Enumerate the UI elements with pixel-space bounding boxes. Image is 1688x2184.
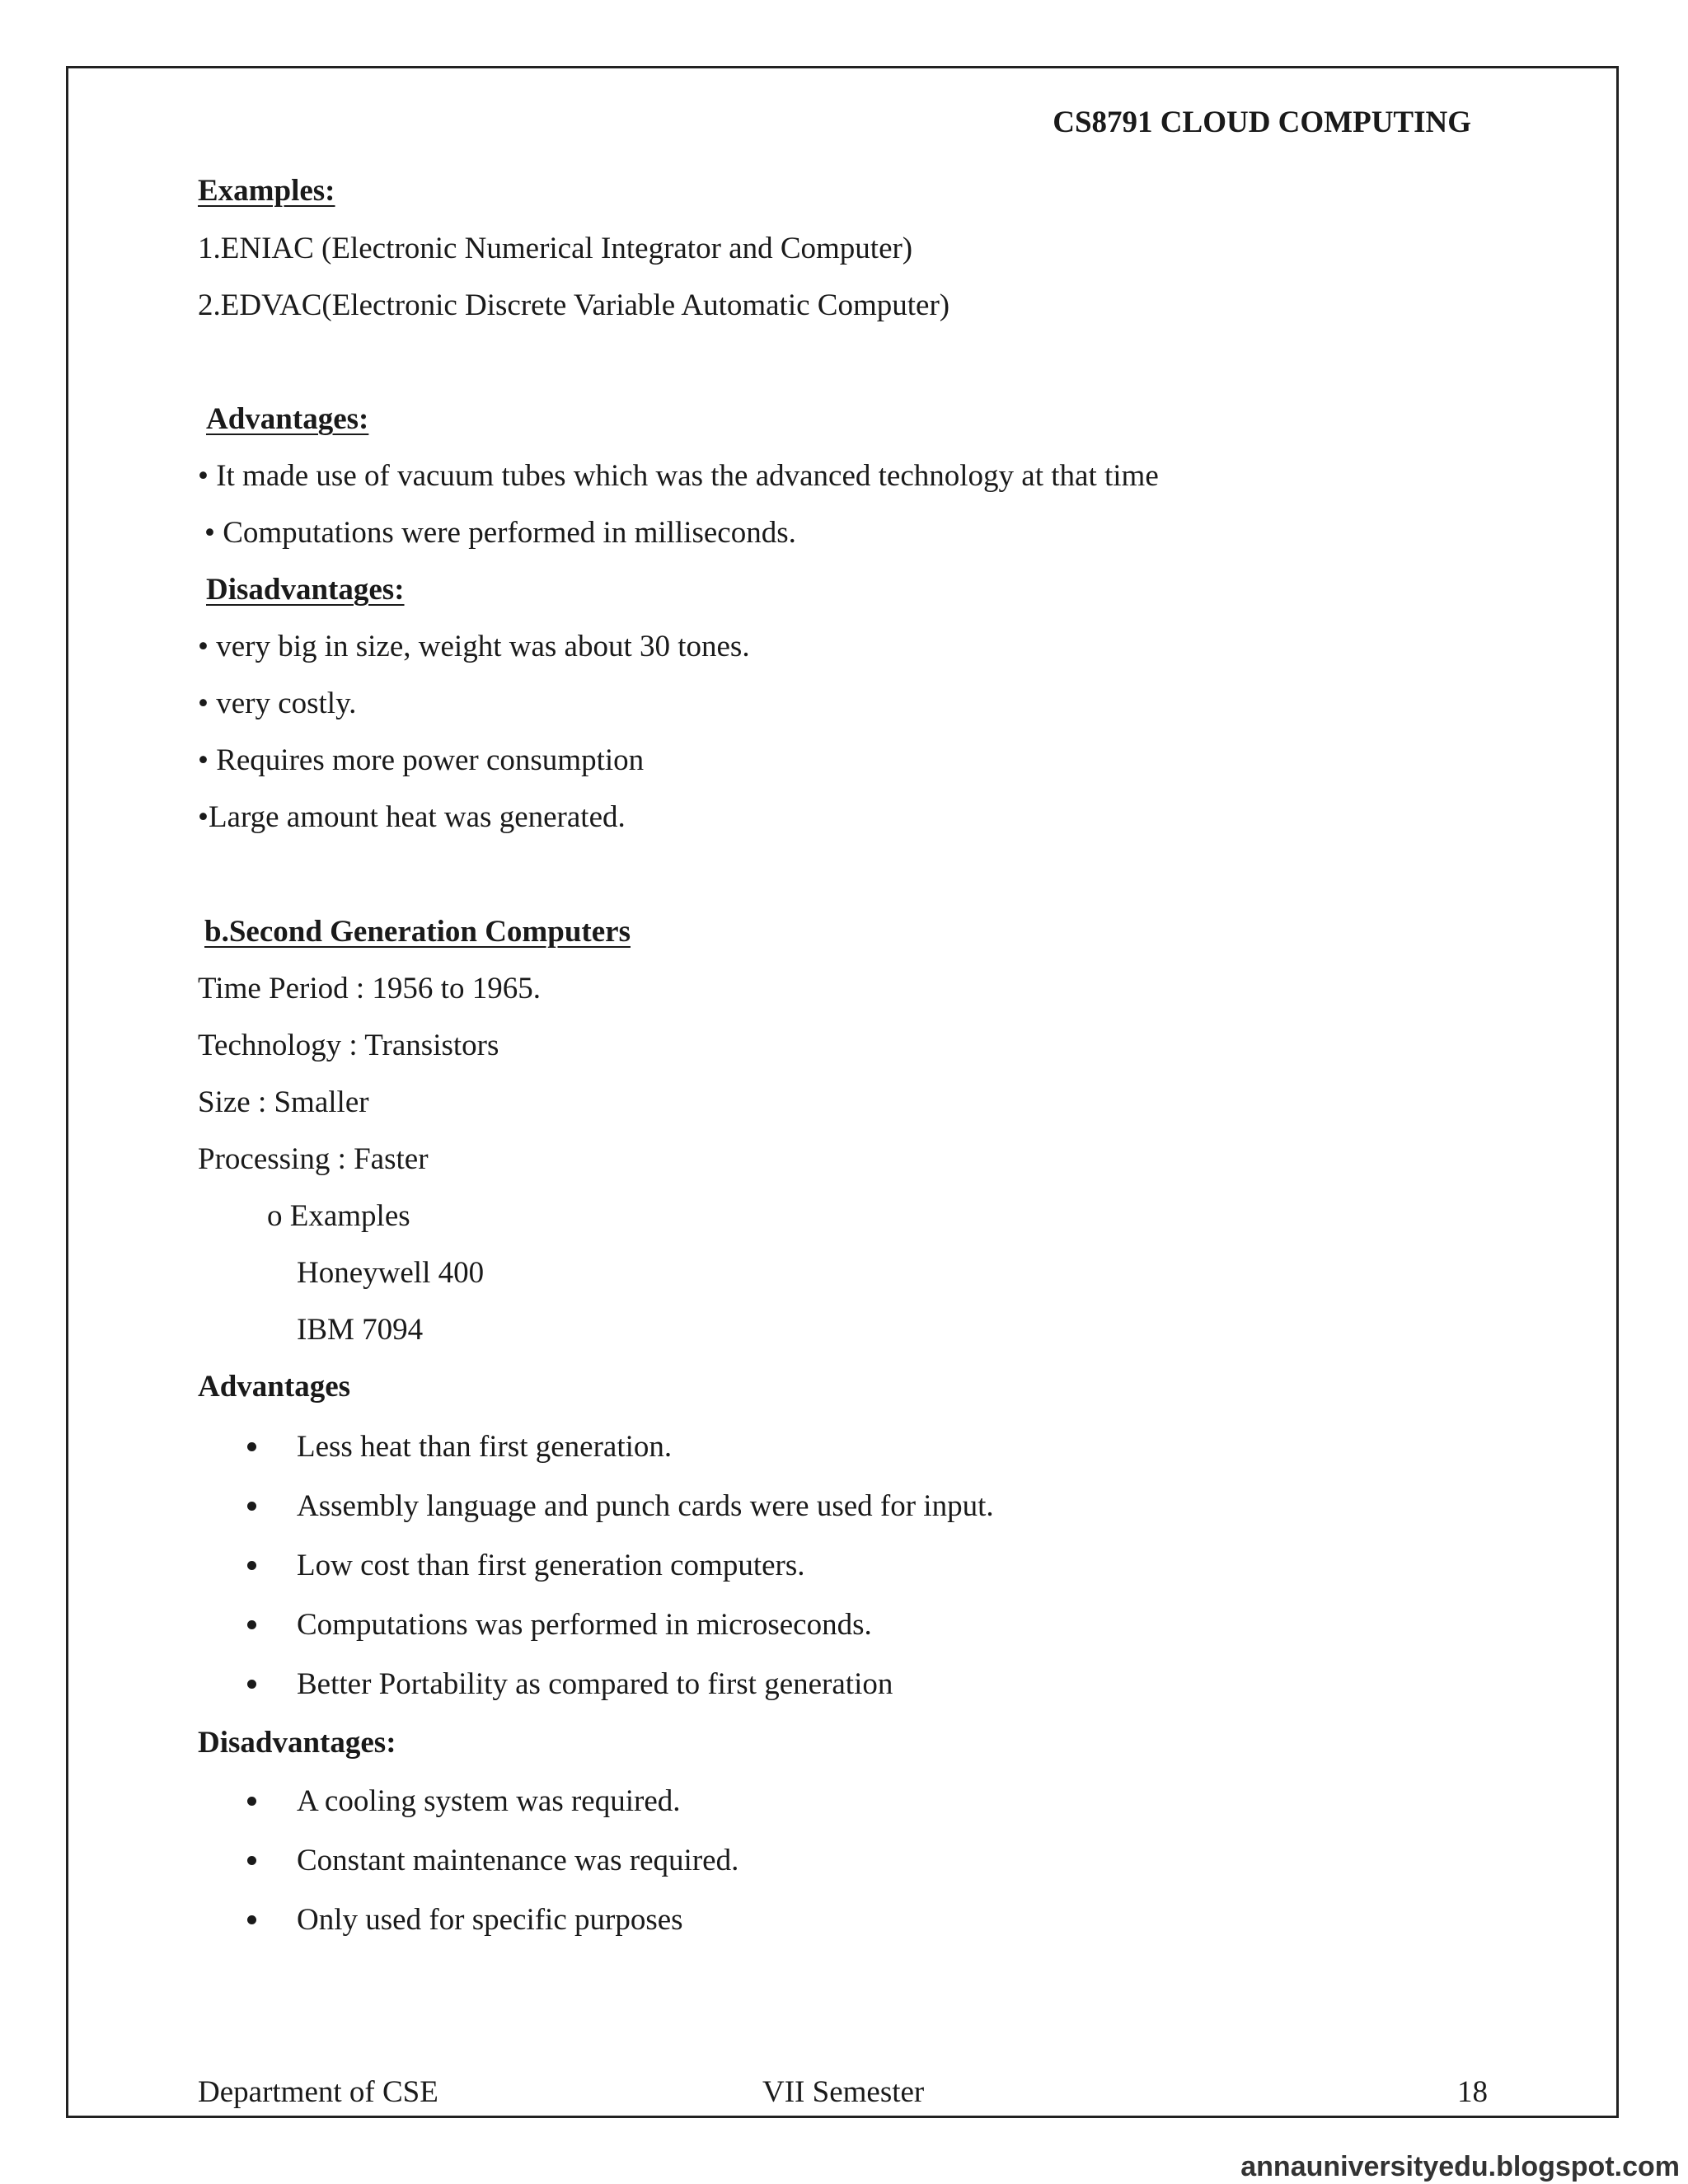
time-period: Time Period : 1956 to 1965.: [198, 972, 541, 1005]
disadvantage-item: •Large amount heat was generated.: [198, 800, 626, 834]
advantages-heading-first-gen: Advantages:: [206, 402, 369, 436]
size: Size : Smaller: [198, 1085, 369, 1119]
disadvantage-item: • very big in size, weight was about 30 tones.: [198, 630, 750, 663]
examples-heading: Examples:: [198, 174, 335, 208]
processing: Processing : Faster: [198, 1142, 429, 1176]
disadvantage-item: • very costly.: [198, 687, 357, 720]
disadvantage-item: A cooling system was required.: [297, 1784, 681, 1818]
example-item: IBM 7094: [297, 1313, 424, 1347]
course-title: CS8791 CLOUD COMPUTING: [1053, 105, 1471, 139]
bullet-icon: [247, 1502, 256, 1511]
bullet-icon: [247, 1856, 256, 1865]
advantage-item: Assembly language and punch cards were used for input.: [297, 1489, 994, 1523]
bullet-icon: [247, 1561, 256, 1570]
advantage-item: Computations was performed in microseconds.: [297, 1608, 872, 1642]
watermark: annauniversityedu.blogspot.com: [1240, 2151, 1680, 2182]
bullet-icon: [247, 1797, 256, 1806]
bullet-icon: [247, 1442, 256, 1451]
disadvantage-item: Constant maintenance was required.: [297, 1844, 739, 1877]
bullet-icon: [247, 1620, 256, 1629]
technology: Technology : Transistors: [198, 1029, 499, 1062]
bullet-icon: [247, 1915, 256, 1924]
disadvantages-heading-second-gen: Disadvantages:: [198, 1726, 396, 1760]
example-edvac: 2.EDVAC(Electronic Discrete Variable Automatic Computer): [198, 288, 950, 322]
example-item: Honeywell 400: [297, 1256, 485, 1290]
disadvantages-heading-first-gen: Disadvantages:: [206, 573, 405, 607]
footer-department: Department of CSE: [198, 2075, 438, 2109]
advantage-item: Low cost than first generation computers.: [297, 1549, 805, 1582]
advantage-item: • It made use of vacuum tubes which was the advanced technology at that time: [198, 459, 1159, 493]
advantages-heading-second-gen: Advantages: [198, 1370, 351, 1404]
advantage-item: Better Portability as compared to first generation: [297, 1667, 893, 1701]
example-eniac: 1.ENIAC (Electronic Numerical Integrator and Computer): [198, 232, 913, 265]
second-gen-heading: b.Second Generation Computers: [204, 915, 631, 949]
footer-semester: VII Semester: [762, 2075, 925, 2109]
page-number: 18: [1457, 2075, 1488, 2109]
advantage-item: Less heat than first generation.: [297, 1430, 673, 1464]
examples-label: o Examples: [267, 1199, 410, 1233]
bullet-icon: [247, 1680, 256, 1689]
disadvantage-item: Only used for specific purposes: [297, 1903, 683, 1937]
advantage-item: • Computations were performed in milliseconds.: [204, 516, 796, 550]
disadvantage-item: • Requires more power consumption: [198, 743, 645, 777]
